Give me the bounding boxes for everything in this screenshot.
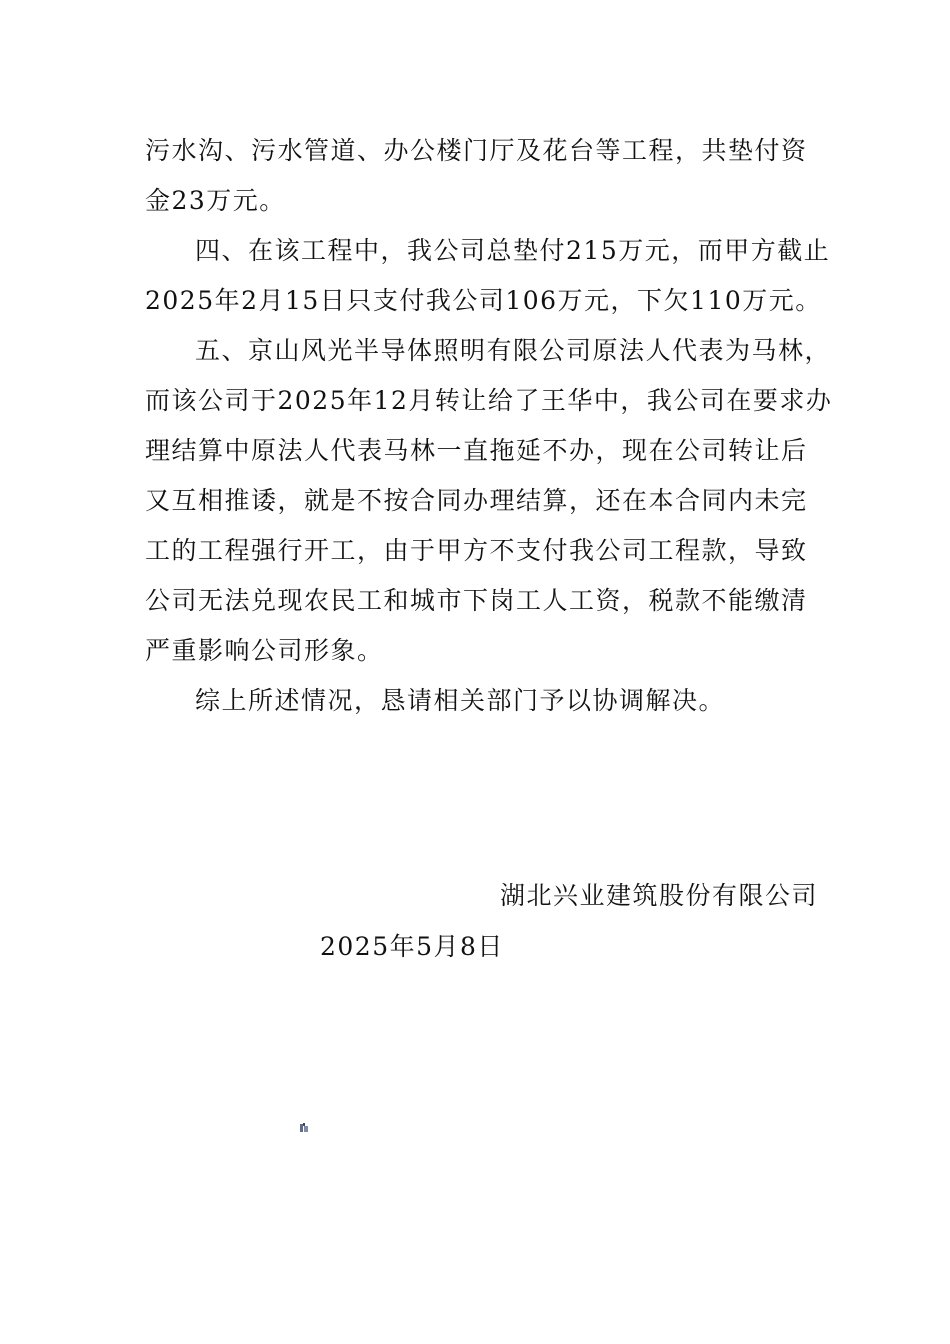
body-line-10: 公司无法兑现农民工和城市下岗工人工资，税款不能缴清 <box>145 586 808 615</box>
body-line-3: 四、在该工程中，我公司总垫付215万元，而甲方截止 <box>195 236 831 265</box>
body-line-6: 而该公司于2025年12月转让给了王华中，我公司在要求办 <box>145 386 833 415</box>
body-line-11: 严重影响公司形象。 <box>145 636 384 665</box>
body-line-9: 工的工程强行开工，由于甲方不支付我公司工程款，导致 <box>145 536 808 565</box>
body-line-12: 综上所述情况，恳请相关部门予以协调解决。 <box>195 686 726 715</box>
body-line-7: 理结算中原法人代表马林一直拖延不办，现在公司转让后 <box>145 436 808 465</box>
signature-company: 湖北兴业建筑股份有限公司 <box>500 881 819 910</box>
body-line-4: 2025年2月15日只支付我公司106万元，下欠110万元。 <box>145 286 822 315</box>
body-line-1: 污水沟、污水管道、办公楼门厅及花台等工程，共垫付资 <box>145 136 808 165</box>
small-stamp-mark-icon <box>299 1118 309 1128</box>
signature-date: 2025年5月8日 <box>320 932 504 961</box>
body-line-5: 五、京山风光半导体照明有限公司原法人代表为马林， <box>195 336 832 365</box>
body-line-2: 金23万元。 <box>145 186 286 215</box>
body-line-8: 又互相推诿，就是不按合同办理结算，还在本合同内未完 <box>145 486 808 515</box>
